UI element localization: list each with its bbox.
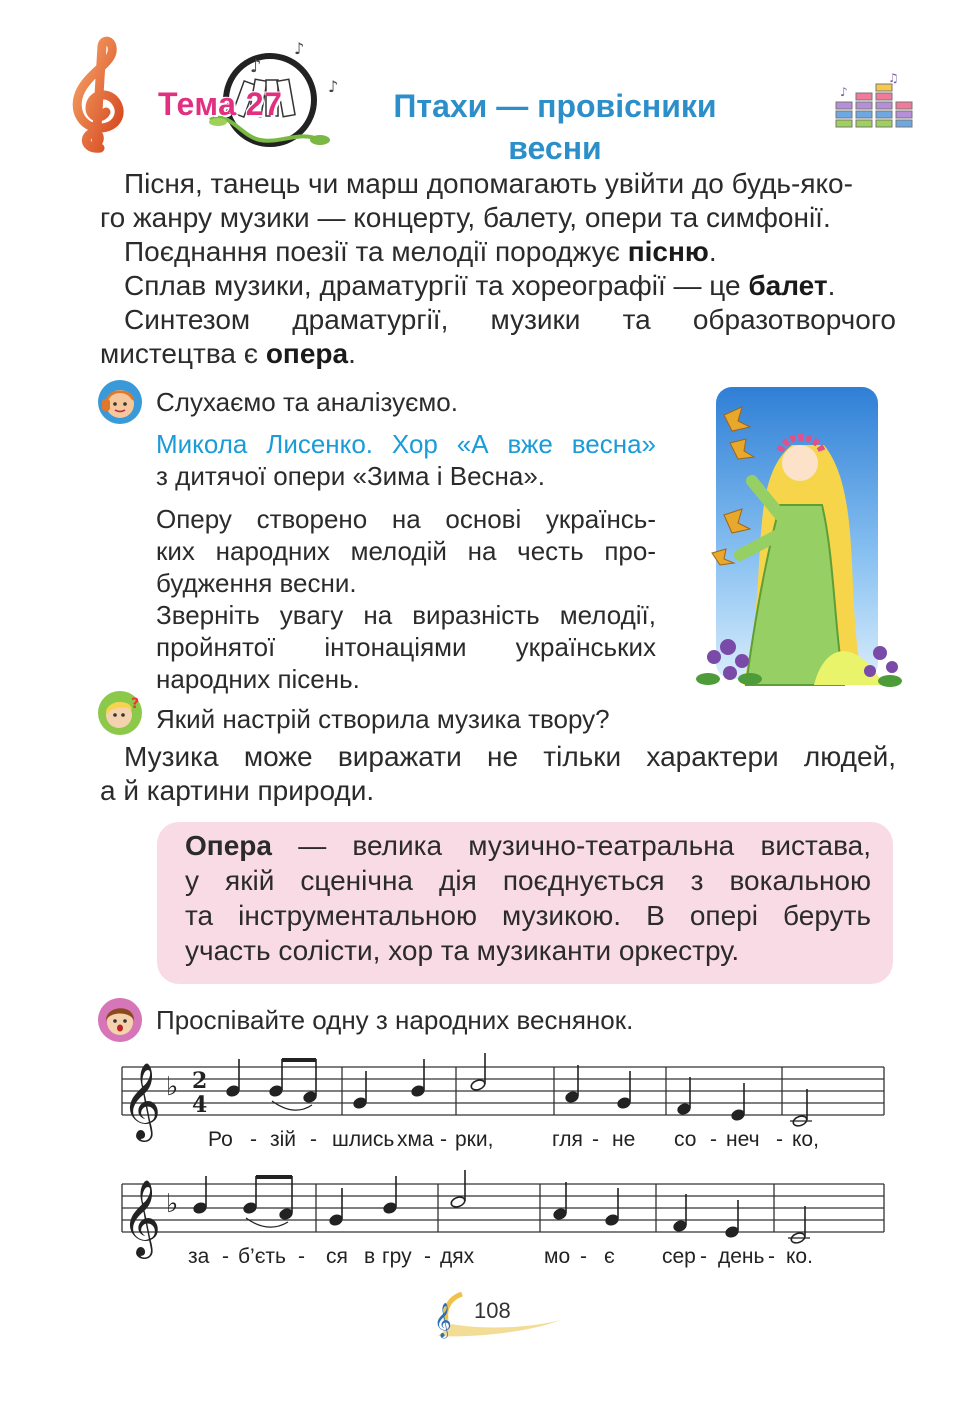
lyric-syllable: дях bbox=[440, 1245, 475, 1268]
page-number: 108 bbox=[474, 1298, 511, 1323]
title-line-2: весни bbox=[508, 130, 602, 166]
topic-label: Тема 27 bbox=[158, 86, 283, 122]
music-nature-line-2: а й картини природи. bbox=[100, 775, 375, 806]
staff-lines bbox=[122, 1184, 884, 1232]
lyric-hyphen: - bbox=[222, 1245, 229, 1268]
lyric-syllable: зій bbox=[270, 1128, 297, 1151]
definition-line-4: участь солісти, хор та музиканти оркестру. bbox=[185, 935, 740, 966]
lyric-syllable: мо bbox=[544, 1245, 571, 1268]
question-text: Який настрій створила музика твору? bbox=[156, 704, 610, 734]
svg-text:♪: ♪ bbox=[328, 77, 339, 96]
intro-paragraph-1 bbox=[100, 167, 896, 235]
time-signature-top: 2 bbox=[192, 1068, 208, 1094]
lyric-syllable: ко. bbox=[786, 1245, 813, 1268]
treble-clef-symbol: 𝄞 bbox=[122, 1062, 162, 1139]
intro-opera-line-1: Синтезом драматургії, музики та образотворчого bbox=[124, 304, 896, 335]
lyric-hyphen: - bbox=[440, 1128, 447, 1151]
intro-sentence-song bbox=[100, 235, 896, 269]
definition-line-3: та інструментальною музикою. В опері беруть bbox=[185, 900, 871, 931]
desc-line-3: будження весни. bbox=[156, 568, 357, 598]
opera-description bbox=[156, 503, 656, 695]
attention-line-2: пройнятої інтонаціями українських bbox=[156, 632, 656, 662]
lyric-syllable: Ро bbox=[208, 1128, 233, 1151]
intro-sentence-opera bbox=[100, 303, 896, 371]
page-title bbox=[360, 85, 750, 169]
desc-line-2: ких народних мелодій на честь про- bbox=[156, 536, 656, 566]
period: . bbox=[708, 236, 717, 267]
spring-maiden-illustration bbox=[694, 385, 904, 707]
period: . bbox=[827, 270, 836, 301]
work-title: Микола Лисенко. Хор «А вже весна» bbox=[156, 429, 656, 459]
lyric-syllable: шлись bbox=[332, 1128, 395, 1151]
lyric-syllable: гру bbox=[382, 1245, 412, 1268]
lyric-hyphen: - bbox=[776, 1128, 783, 1151]
music-equalizer-icon bbox=[832, 72, 914, 128]
svg-text:♪: ♪ bbox=[294, 40, 305, 58]
lyric-hyphen: - bbox=[424, 1245, 431, 1268]
svg-text:♪: ♪ bbox=[840, 85, 848, 99]
lyric-syllable: ко, bbox=[792, 1128, 819, 1151]
lyric-syllable: сер bbox=[662, 1245, 696, 1268]
term-song: пісню bbox=[627, 236, 709, 267]
definition-term: Опера bbox=[185, 830, 272, 861]
lyrics-line-2 bbox=[100, 1245, 890, 1275]
lyric-hyphen: - bbox=[580, 1245, 587, 1268]
listen-instruction: Слухаємо та аналізуємо. bbox=[156, 387, 458, 417]
title-line-1: Птахи — провісники bbox=[393, 88, 717, 124]
lyric-hyphen: - bbox=[298, 1245, 305, 1268]
lyric-hyphen: - bbox=[250, 1128, 257, 1151]
lyrics-line-1 bbox=[100, 1128, 890, 1158]
listening-child-icon bbox=[97, 379, 143, 425]
desc-line-1: Оперу створено на основі українсь- bbox=[156, 504, 656, 534]
intro-line-2: го жанру музики — концерту, балету, опери та симфонії. bbox=[100, 202, 831, 233]
lyric-syllable: ся bbox=[326, 1245, 348, 1268]
lyric-syllable: за bbox=[188, 1245, 210, 1268]
svg-text:♫: ♫ bbox=[888, 72, 899, 85]
sing-instruction: Проспівайте одну з народних веснянок. bbox=[156, 1005, 634, 1035]
lyric-hyphen: - bbox=[310, 1128, 317, 1151]
term-ballet: балет bbox=[748, 270, 828, 301]
treble-clef-icon bbox=[62, 36, 132, 156]
musical-work bbox=[156, 428, 656, 492]
lyric-syllable: б’єть bbox=[238, 1245, 286, 1268]
lyric-syllable: є bbox=[604, 1245, 615, 1268]
lyric-syllable: день bbox=[718, 1245, 765, 1268]
lyric-syllable: со bbox=[674, 1128, 697, 1151]
lyric-syllable: гля bbox=[552, 1128, 583, 1151]
music-nature-line-1: Музика може виражати не тільки характери людей, bbox=[124, 741, 896, 772]
work-source: з дитячої опери «Зима і Весна». bbox=[156, 461, 546, 491]
intro-sentence-song-text: Поєднання поезії та мелодії породжує bbox=[124, 236, 628, 267]
lyric-syllable: хма bbox=[397, 1128, 434, 1151]
lyric-syllable: рки, bbox=[455, 1128, 494, 1151]
flat-symbol: ♭ bbox=[166, 1189, 179, 1219]
lyric-syllable: в bbox=[364, 1245, 376, 1268]
opera-definition bbox=[185, 828, 871, 968]
intro-opera-line-2 bbox=[100, 337, 896, 371]
attention-line-1: Зверніть увагу на виразність мелодії, bbox=[156, 600, 656, 630]
definition-line-1-text: — велика музично-театральна вистава, bbox=[271, 830, 871, 861]
lyric-syllable: неч bbox=[726, 1128, 760, 1151]
lyric-hyphen: - bbox=[592, 1128, 599, 1151]
time-signature-bottom: 4 bbox=[192, 1092, 208, 1118]
lyric-hyphen: - bbox=[710, 1128, 717, 1151]
definition-line-1 bbox=[185, 828, 871, 863]
svg-text:♪: ♪ bbox=[250, 56, 262, 77]
term-opera: опера bbox=[265, 338, 349, 369]
svg-text:𝄞: 𝄞 bbox=[434, 1303, 452, 1338]
definition-line-2: у якій сценічна дія поєднується з вокальною bbox=[185, 865, 871, 896]
intro-sentence-ballet bbox=[100, 269, 896, 303]
music-nature-paragraph bbox=[100, 740, 896, 808]
singing-child-icon bbox=[97, 997, 143, 1043]
treble-clef-symbol: 𝄞 bbox=[122, 1179, 162, 1256]
thinking-child-icon bbox=[97, 690, 143, 736]
period: . bbox=[348, 338, 356, 369]
attention-line-3: народних пісень. bbox=[156, 664, 360, 694]
lyric-hyphen: - bbox=[700, 1245, 707, 1268]
notes-staff-1 bbox=[226, 1053, 812, 1128]
intro-line-1: Пісня, танець чи марш допомагають увійти до будь-яко- bbox=[124, 168, 853, 199]
svg-text:?: ? bbox=[131, 696, 140, 712]
lyric-syllable: не bbox=[612, 1128, 636, 1151]
lyric-hyphen: - bbox=[768, 1245, 775, 1268]
intro-sentence-ballet-text: Сплав музики, драматургії та хореографії — це bbox=[124, 270, 749, 301]
notes-staff-2 bbox=[193, 1170, 810, 1245]
intro-opera-line-2-text: мистецтва є bbox=[100, 338, 266, 369]
flat-symbol: ♭ bbox=[166, 1072, 179, 1102]
